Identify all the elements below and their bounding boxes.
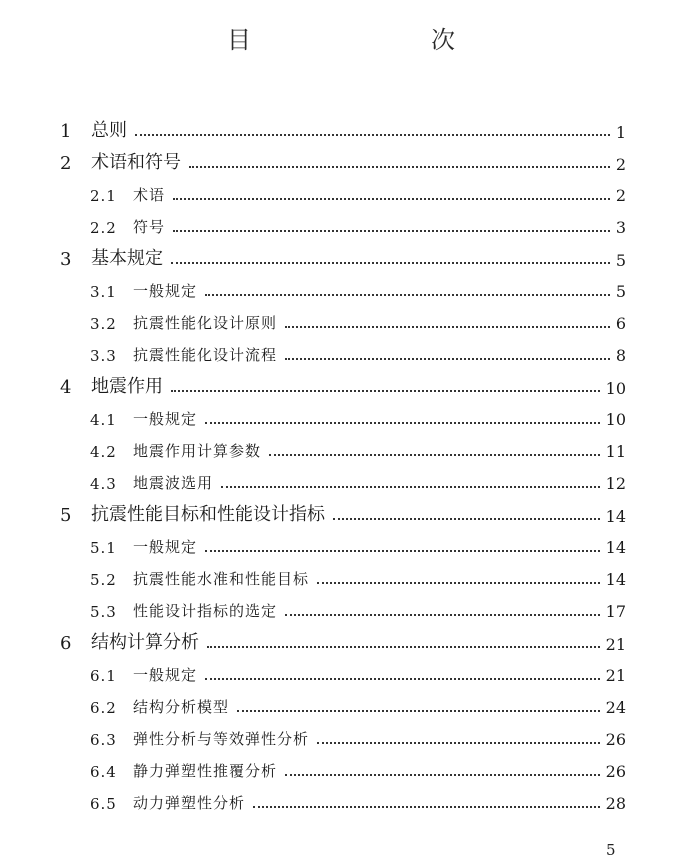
toc-entry-page: 2 [610,155,626,174]
toc-entry-label: 地震作用计算参数 [133,442,262,460]
toc-entry-page: 26 [600,762,626,781]
toc-entry-label: 地震作用 [91,376,163,397]
toc-section-row[interactable] [0,752,682,784]
toc-dot-leader [189,166,610,168]
toc-entry-page: 21 [600,666,626,685]
toc-entry-label: 一般规定 [133,666,198,684]
toc-dot-leader [317,742,600,744]
toc-chapter-row[interactable] [0,496,682,528]
toc-dot-leader [237,710,600,712]
toc-chapter-row[interactable] [0,144,682,176]
toc-section-row[interactable] [0,272,682,304]
toc-entry-page: 12 [600,474,626,493]
toc-entry-label: 动力弹塑性分析 [133,794,246,812]
toc-entry-label: 术语 [133,186,166,204]
toc-entry-number: 1 [60,121,72,142]
toc-entry-label: 弹性分析与等效弹性分析 [133,730,310,748]
toc-section-row[interactable] [0,528,682,560]
toc-section-row[interactable] [0,720,682,752]
toc-entry-number: 3.1 [90,283,117,301]
toc-section-row[interactable] [0,400,682,432]
toc-entry-label: 抗震性能化设计原则 [133,314,278,332]
toc-entry-page: 26 [600,730,626,749]
toc-dot-leader [207,646,600,648]
toc-entry-number: 2.1 [90,187,117,205]
toc-entry-number: 6.2 [90,699,117,717]
toc-entry-page: 5 [610,251,626,270]
toc-dot-leader [285,614,600,616]
toc-chapter-row[interactable] [0,368,682,400]
toc-entry-page: 2 [610,186,626,205]
toc-entry-page: 14 [600,570,626,589]
toc-dot-leader [205,294,610,296]
toc-dot-leader [285,326,610,328]
toc-entry-page: 6 [610,314,626,333]
toc-entry-number: 3 [60,249,72,270]
toc-entry-label: 结构分析模型 [133,698,230,716]
toc-entry-number: 5.1 [90,539,117,557]
toc-section-row[interactable] [0,688,682,720]
toc-entry-page: 5 [610,282,626,301]
toc-entry-page: 8 [610,346,626,365]
toc-entry-label: 基本规定 [91,248,163,269]
toc-entry-page: 17 [600,602,626,621]
toc-section-row[interactable] [0,336,682,368]
toc-entry-page: 10 [600,379,626,398]
toc-dot-leader [205,678,600,680]
toc-entry-number: 6.4 [90,763,117,781]
toc-entry-number: 3.2 [90,315,117,333]
toc-dot-leader [205,550,600,552]
toc-section-row[interactable] [0,592,682,624]
toc-entry-page: 10 [600,410,626,429]
toc-section-row[interactable] [0,432,682,464]
toc-entry-label: 一般规定 [133,282,198,300]
toc-section-row[interactable] [0,560,682,592]
toc-entry-number: 5.2 [90,571,117,589]
toc-entry-number: 6.1 [90,667,117,685]
toc-section-row[interactable] [0,464,682,496]
toc-entry-number: 2 [60,153,72,174]
toc-entry-label: 性能设计指标的选定 [133,602,278,620]
toc-entry-page: 24 [600,698,626,717]
toc-entry-number: 3.3 [90,347,117,365]
toc-entry-page: 21 [600,635,626,654]
toc-entry-label: 地震波选用 [133,474,214,492]
toc-section-row[interactable] [0,176,682,208]
toc-entry-page: 28 [600,794,626,813]
toc-entry-page: 3 [610,218,626,237]
toc-dot-leader [173,198,610,200]
toc-entry-page: 14 [600,507,626,526]
toc-entry-page: 1 [610,123,626,142]
toc-entry-page: 14 [600,538,626,557]
toc-entry-number: 4.2 [90,443,117,461]
toc-entry-number: 6 [60,633,72,654]
toc-dot-leader [253,806,600,808]
page-title: 目 次 [227,26,499,54]
toc-entry-number: 4.1 [90,411,117,429]
toc-entry-label: 总则 [91,120,127,141]
toc-entry-label: 抗震性能化设计流程 [133,346,278,364]
toc-entry-label: 抗震性能目标和性能设计指标 [91,504,325,525]
toc-chapter-row[interactable] [0,240,682,272]
toc-section-row[interactable] [0,656,682,688]
toc-dot-leader [173,230,610,232]
toc-entry-number: 5 [60,505,72,526]
toc-entry-number: 5.3 [90,603,117,621]
toc-entry-number: 4.3 [90,475,117,493]
toc-entry-label: 静力弹塑性推覆分析 [133,762,278,780]
toc-entry-label: 抗震性能水准和性能目标 [133,570,310,588]
toc-dot-leader [205,422,600,424]
toc-entry-label: 结构计算分析 [91,632,199,653]
toc-entry-number: 6.5 [90,795,117,813]
toc-entry-number: 2.2 [90,219,117,237]
toc-section-row[interactable] [0,784,682,816]
toc-entry-label: 一般规定 [133,538,198,556]
toc-dot-leader [171,262,610,264]
table-of-contents [0,112,682,816]
toc-entry-number: 4 [60,377,72,398]
toc-entry-label: 一般规定 [133,410,198,428]
toc-dot-leader [135,134,610,136]
toc-dot-leader [285,358,610,360]
toc-entry-number: 6.3 [90,731,117,749]
toc-dot-leader [269,454,600,456]
toc-chapter-row[interactable] [0,624,682,656]
toc-dot-leader [221,486,600,488]
toc-dot-leader [285,774,600,776]
toc-chapter-row[interactable] [0,112,682,144]
toc-dot-leader [333,518,600,520]
page-number: 5 [606,841,616,859]
toc-entry-label: 符号 [133,218,166,236]
toc-entry-page: 11 [600,442,626,461]
toc-dot-leader [171,390,600,392]
toc-entry-label: 术语和符号 [91,152,181,173]
toc-dot-leader [317,582,600,584]
toc-section-row[interactable] [0,304,682,336]
toc-section-row[interactable] [0,208,682,240]
